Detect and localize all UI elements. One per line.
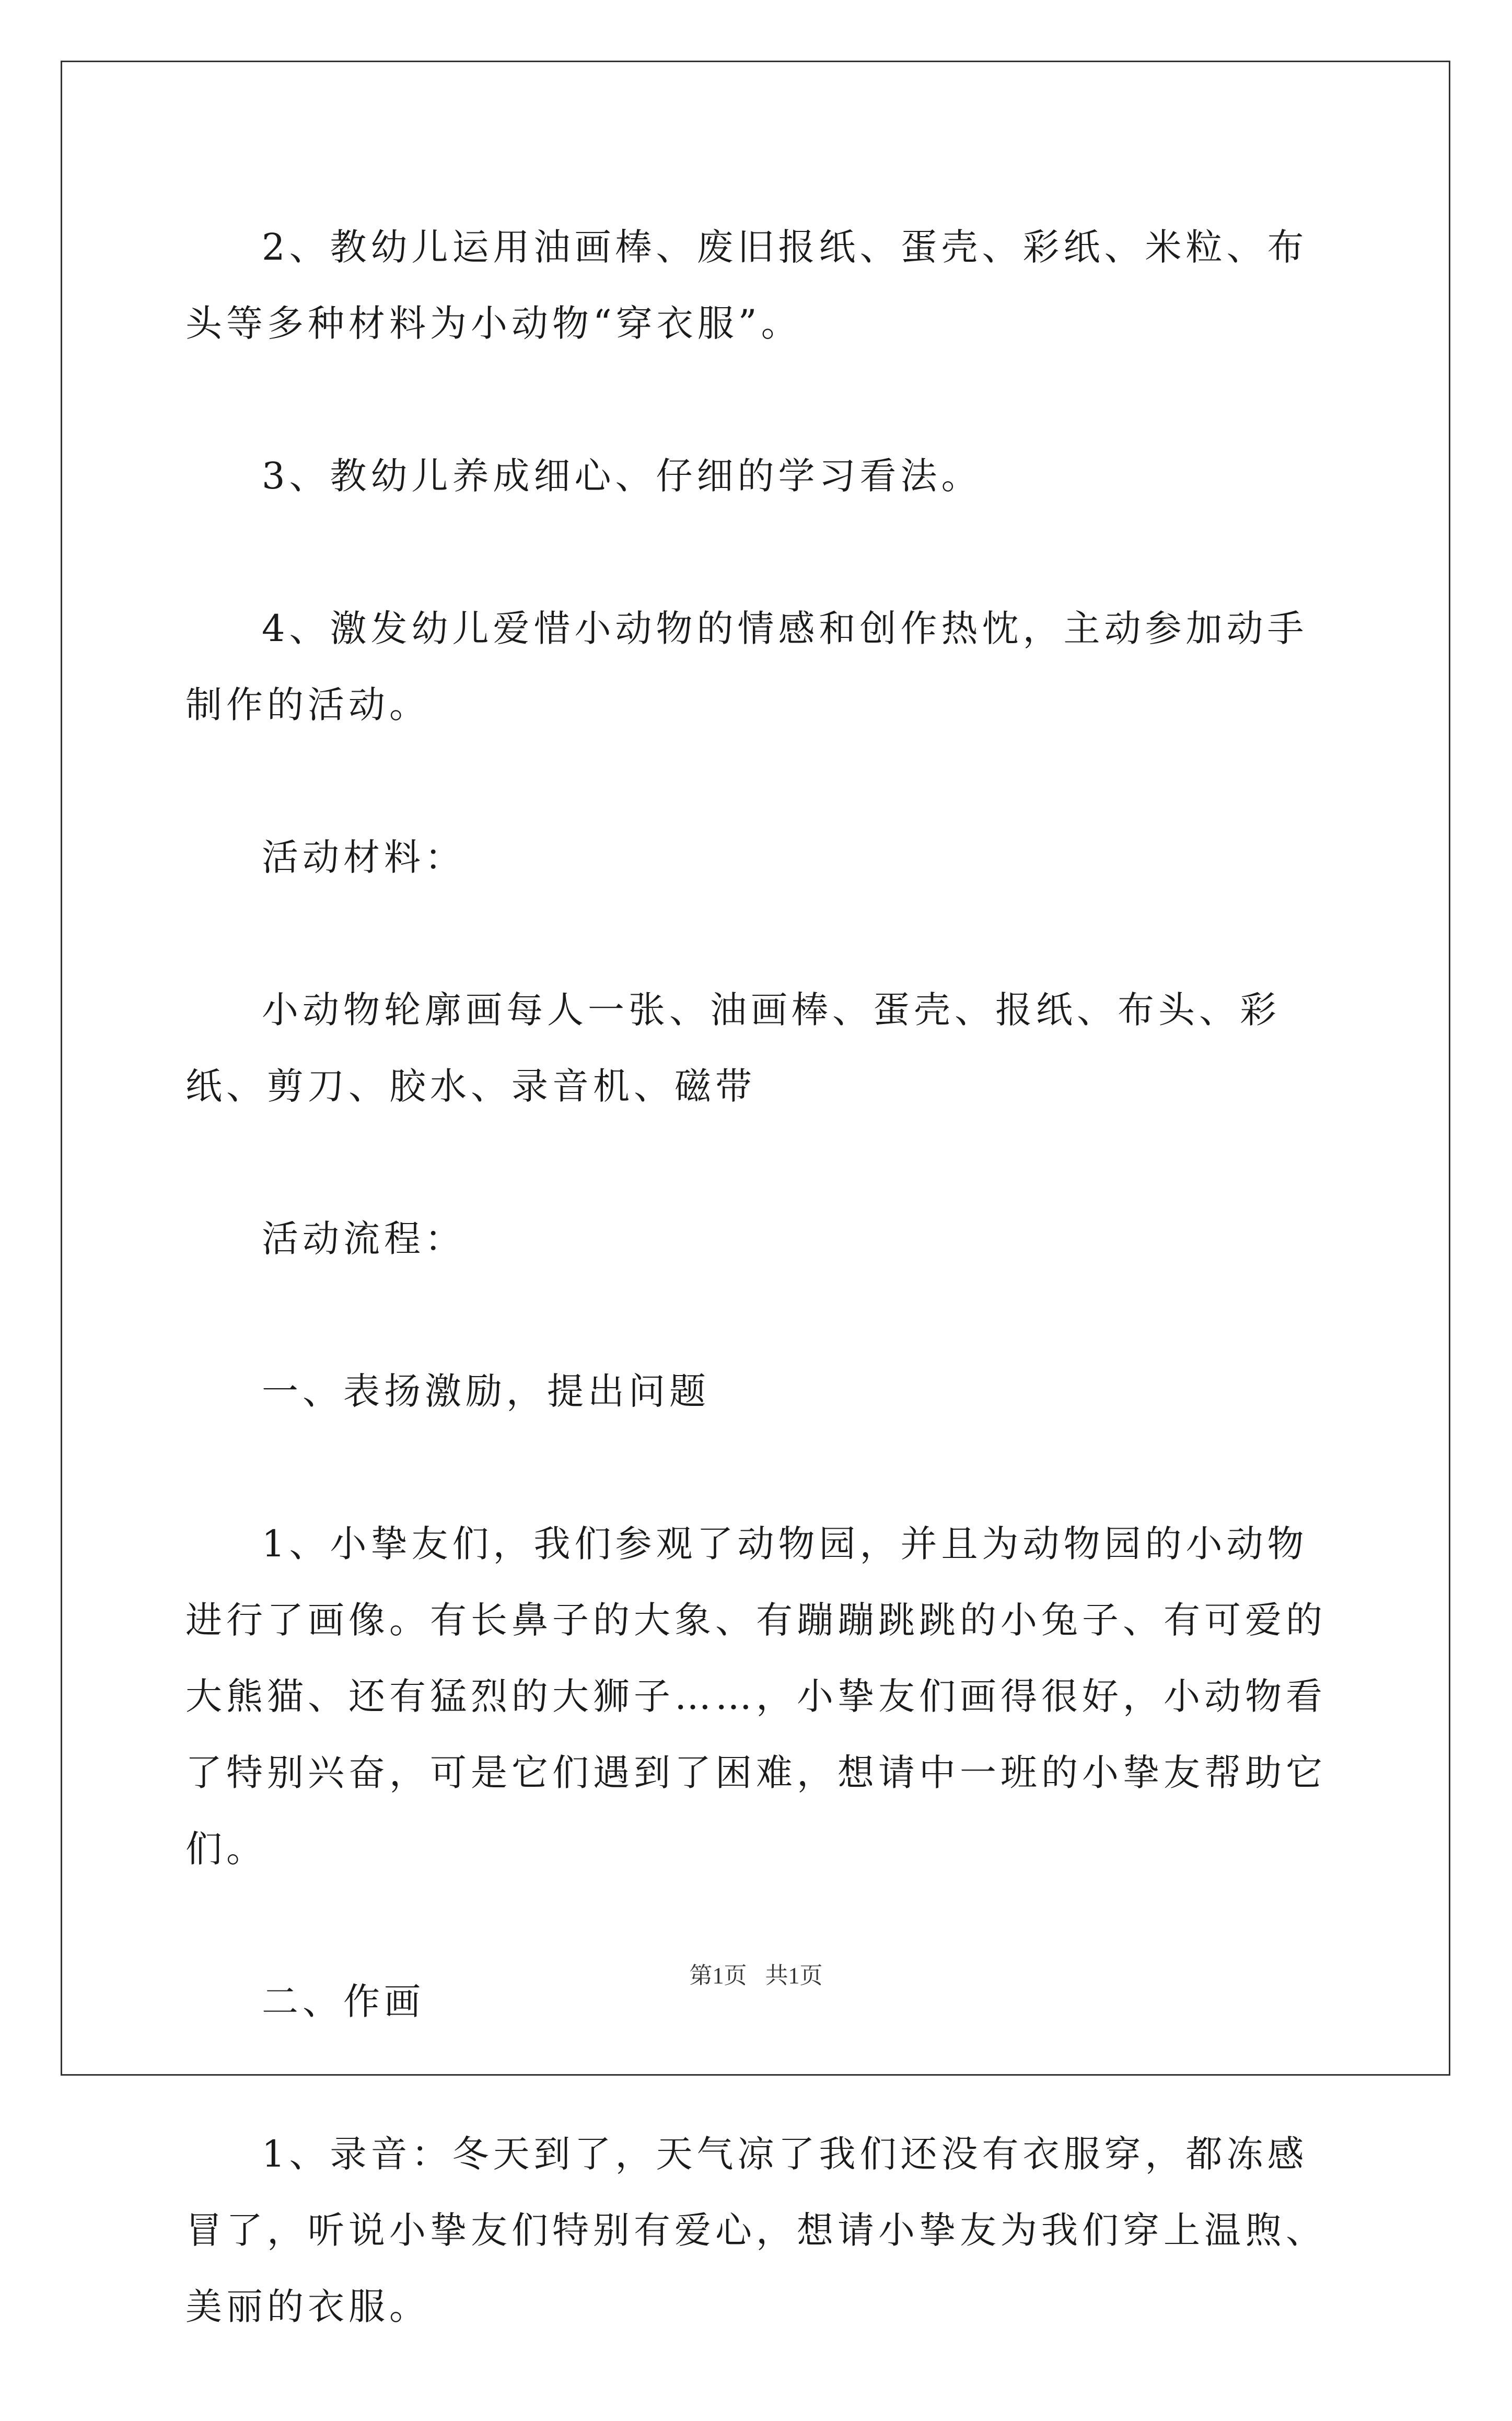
- page-total: 共1页: [765, 1963, 823, 1988]
- paragraph: 活动材料：: [262, 836, 466, 879]
- page-number: 第1页: [689, 1963, 747, 1988]
- paragraph: 1、录音：冬天到了，天气凉了我们还没有衣服穿，都冻感冒了，听说小挚友们特别有爱心，想请小挚友为我们穿上温煦、美丽的衣服。: [185, 2133, 1327, 2328]
- document-body: [185, 209, 1327, 2421]
- page-footer: [0, 1957, 1512, 1990]
- paragraph: 小动物轮廓画每人一张、油画棒、蛋壳、报纸、布头、彩纸、剪刀、胶水、录音机、磁带: [185, 988, 1281, 1108]
- paragraph: 活动流程：: [262, 1217, 466, 1260]
- paragraph: 2、教幼儿运用油画棒、废旧报纸、蛋壳、彩纸、米粒、布头等多种材料为小动物“穿衣服”。: [185, 226, 1308, 345]
- paragraph: 4、激发幼儿爱惜小动物的情感和创作热忱，主动参加动手制作的活动。: [185, 607, 1308, 726]
- paragraph: 1、小挚友们，我们参观了动物园，并且为动物园的小动物进行了画像。有长鼻子的大象、有蹦蹦跳跳的小兔子、有可爱的大熊猫、还有猛烈的大狮子……，小挚友们画得很好，小动物看了特别兴奋，可是它们遇到了困难，想请中一班的小挚友帮助它们。: [185, 1522, 1327, 1870]
- paragraph: 一、表扬激励，提出问题: [262, 1370, 710, 1413]
- paragraph: 二、作画: [262, 1980, 425, 2023]
- paragraph: 3、教幼儿养成细心、仔细的学习看法。: [262, 455, 982, 497]
